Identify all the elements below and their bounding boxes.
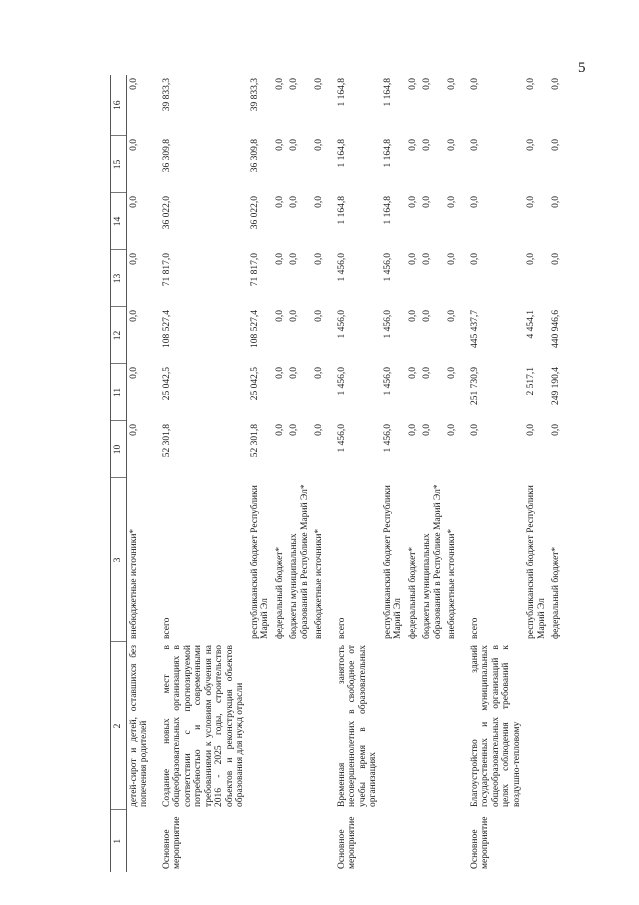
value-cell: 0,0 [422,253,432,265]
page-number: 5 [578,60,586,76]
table-row [327,75,381,872]
value-cell: 0,0 [128,253,139,265]
activity-name-cell: Временная занятость несовершеннолетних в свободное от учебы время в образовательных организациях [336,645,378,807]
funding-source-cell: всего [336,617,347,639]
funding-source-cell: всего [161,617,172,639]
table-row [524,75,549,872]
value-cell: 0,0 [128,367,139,379]
column-header: 14 [111,193,127,250]
value-cell: 0,0 [128,78,139,90]
table-row [273,75,288,872]
value-cell: 0,0 [526,78,536,90]
activity-name-cell [549,642,564,810]
value-cell: 0,0 [314,78,324,90]
value-cell: 251 730,9 [469,367,480,405]
funding-source-cell: федеральный бюджет* [407,546,418,639]
value-cell: 0,0 [422,310,432,322]
column-header: 3 [111,478,127,642]
activity-name-cell [312,642,327,810]
value-cell: 0,0 [469,424,480,436]
value-cell: 108 527,4 [161,310,172,348]
value-cell: 0,0 [422,367,432,379]
activity-type-cell [312,810,327,872]
table-row [287,75,312,872]
activity-name-cell [381,642,406,810]
value-cell: 0,0 [128,196,139,208]
activity-type-cell [381,810,406,872]
table-row [126,75,152,872]
value-cell: 249 190,4 [551,367,561,405]
value-cell: 0,0 [422,139,432,151]
value-cell: 0,0 [128,310,139,322]
value-cell: 1 164,8 [336,196,347,225]
value-cell: 39 833,3 [249,78,260,112]
value-cell: 0,0 [526,196,536,208]
column-header: 11 [111,364,127,421]
activity-name-cell [445,642,460,810]
value-cell: 1 456,0 [336,253,347,282]
activity-name-cell [248,642,273,810]
activity-name-cell: Благоустройство зданий государственных и муниципальных общеобразовательных организаций в целях соблюдения требований к воздушно-тепловому [469,645,522,807]
table-row [549,75,564,872]
value-cell: 0,0 [526,253,536,265]
funding-source-cell: бюджеты муниципальных образований в Республике Марий Эл* [422,484,443,639]
column-header: 2 [111,642,127,810]
value-cell: 0,0 [289,253,299,265]
activity-type-cell [248,810,273,872]
value-cell: 0,0 [469,139,480,151]
value-cell: 0,0 [289,78,299,90]
table-row [445,75,460,872]
activity-type-cell [420,810,445,872]
value-cell: 1 456,0 [382,310,393,339]
value-cell: 0,0 [314,310,324,322]
value-cell: 0,0 [274,253,285,265]
value-cell: 1 456,0 [382,424,393,453]
activity-type-cell [287,810,312,872]
budget-table [110,75,564,872]
value-cell: 0,0 [314,253,324,265]
value-cell: 1 456,0 [336,424,347,453]
funding-source-cell: внебюджетные источники* [314,528,324,639]
activity-type-cell [445,810,460,872]
value-cell: 0,0 [551,424,561,436]
value-cell: 0,0 [551,139,561,151]
funding-source-cell: республиканский бюджет Республики Марий Эл [382,485,403,639]
value-cell: 0,0 [447,253,457,265]
value-cell: 36 022,0 [249,196,260,230]
value-cell: 0,0 [274,139,285,151]
value-cell: 0,0 [551,78,561,90]
value-cell: 0,0 [469,78,480,90]
activity-type-cell: Основное мероприятие [161,816,182,869]
activity-type-cell [406,810,421,872]
value-cell: 0,0 [551,196,561,208]
value-cell: 0,0 [289,367,299,379]
value-cell: 0,0 [314,367,324,379]
value-cell: 0,0 [407,367,418,379]
value-cell: 1 456,0 [382,253,393,282]
funding-source-cell: всего [469,617,480,639]
activity-type-cell: Основное мероприятие [469,816,490,869]
value-cell: 36 022,0 [161,196,172,230]
value-cell: 0,0 [407,253,418,265]
value-cell: 0,0 [289,310,299,322]
value-cell: 0,0 [526,424,536,436]
activity-name-cell [273,642,288,810]
value-cell: 0,0 [274,367,285,379]
value-cell: 1 164,8 [382,139,393,168]
table-row [420,75,445,872]
value-cell: 0,0 [289,139,299,151]
funding-source-cell: республиканский бюджет Республики Марий Эл [249,485,270,639]
value-cell: 1 164,8 [382,196,393,225]
table-row [406,75,421,872]
value-cell: 0,0 [551,253,561,265]
value-cell: 0,0 [447,196,457,208]
activity-type-cell [126,810,152,872]
value-cell: 36 309,8 [161,139,172,173]
value-cell: 0,0 [289,196,299,208]
table-body [126,75,564,872]
funding-source-cell: внебюджетные источники* [447,528,457,639]
activity-name-cell [287,642,312,810]
activity-type-cell: Основное мероприятие [336,816,357,869]
value-cell: 0,0 [447,310,457,322]
value-cell: 0,0 [469,196,480,208]
funding-source-cell: федеральный бюджет* [551,546,561,639]
table-row [460,75,525,872]
funding-source-cell: бюджеты муниципальных образований в Республике Марий Эл* [289,484,310,639]
column-header: 16 [111,75,127,136]
value-cell: 0,0 [289,424,299,436]
table-row [381,75,406,872]
value-cell: 2 517,1 [526,367,536,396]
value-cell: 36 309,8 [249,139,260,173]
activity-name-cell [420,642,445,810]
value-cell: 0,0 [422,78,432,90]
activity-name-cell: Создание новых мест в общеобразовательных организациях в соответствии с прогнозируемой потребностью и современными требованиями к условиям обучения на 2016 - 2025 годы, строительство объектов и реконструкция объектов образования для нужд отрасли [161,645,245,807]
column-header: 12 [111,307,127,364]
activity-type-cell [524,810,549,872]
funding-source-cell: республиканский бюджет Республики Марий Эл [526,485,547,639]
value-cell: 445 437,7 [469,310,480,348]
rotated-table-sheet [110,75,620,872]
column-header: 13 [111,250,127,307]
value-cell: 0,0 [447,78,457,90]
value-cell: 1 164,8 [382,78,393,107]
value-cell: 0,0 [274,196,285,208]
activity-name-cell [406,642,421,810]
value-cell: 0,0 [128,139,139,151]
table-row [248,75,273,872]
value-cell: 71 817,0 [161,253,172,287]
value-cell: 0,0 [407,139,418,151]
value-cell: 0,0 [526,139,536,151]
value-cell: 0,0 [314,424,324,436]
funding-source-cell: федеральный бюджет* [274,546,285,639]
value-cell: 0,0 [274,310,285,322]
activity-type-cell [549,810,564,872]
value-cell: 71 817,0 [249,253,260,287]
column-header: 10 [111,421,127,478]
value-cell: 1 456,0 [382,367,393,396]
value-cell: 0,0 [447,139,457,151]
value-cell: 1 456,0 [336,310,347,339]
value-cell: 0,0 [447,424,457,436]
value-cell: 0,0 [274,424,285,436]
value-cell: 0,0 [422,424,432,436]
table-row [312,75,327,872]
value-cell: 0,0 [314,139,324,151]
value-cell: 0,0 [407,78,418,90]
column-header: 15 [111,136,127,193]
value-cell: 0,0 [447,367,457,379]
value-cell: 0,0 [422,196,432,208]
value-cell: 0,0 [407,196,418,208]
value-cell: 1 164,8 [336,78,347,107]
funding-source-cell: внебюджетные источники* [128,528,139,639]
value-cell: 25 042,5 [161,367,172,401]
activity-name-cell [524,642,549,810]
value-cell: 39 833,3 [161,78,172,112]
value-cell: 0,0 [128,424,139,436]
value-cell: 4 454,1 [526,310,536,339]
activity-type-cell [273,810,288,872]
value-cell: 440 946,6 [551,310,561,348]
value-cell: 0,0 [407,310,418,322]
value-cell: 25 042,5 [249,367,260,401]
table-row [152,75,248,872]
value-cell: 52 301,8 [249,424,260,458]
value-cell: 0,0 [274,78,285,90]
column-header: 1 [111,810,127,872]
header-row [111,75,127,872]
value-cell: 1 456,0 [336,367,347,396]
activity-name-cell: детей-сирот и детей, оставшихся без попечения родителей [128,645,149,807]
value-cell: 0,0 [314,196,324,208]
value-cell: 1 164,8 [336,139,347,168]
value-cell: 52 301,8 [161,424,172,458]
value-cell: 108 527,4 [249,310,260,348]
value-cell: 0,0 [469,253,480,265]
value-cell: 0,0 [407,424,418,436]
